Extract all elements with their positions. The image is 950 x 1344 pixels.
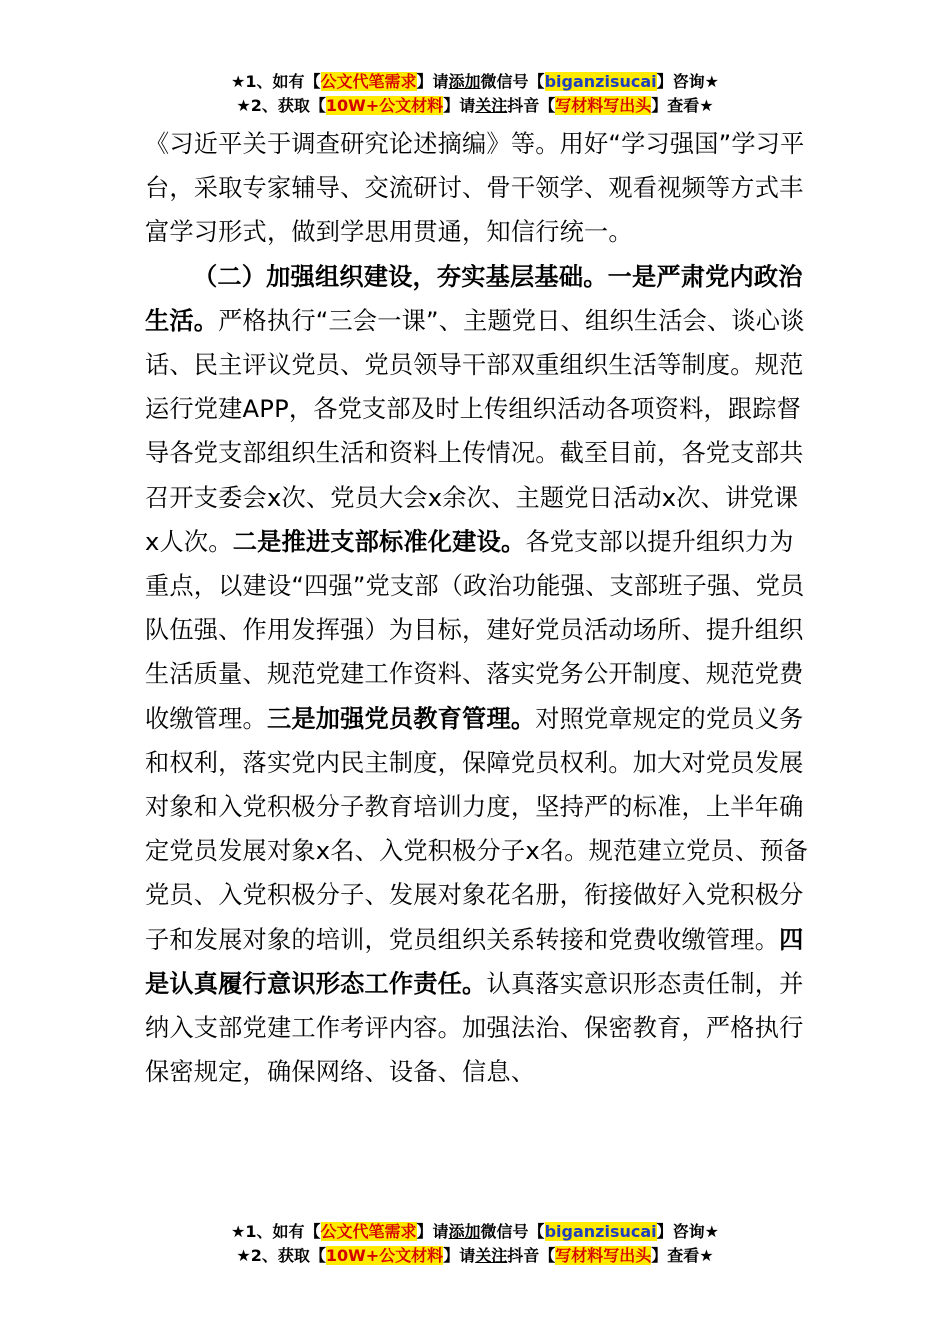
point-text-2: 各党支部以提升组织力为重点，以建设“四强”党支部（政治功能强、支部班子强、党员队伍强、作用发挥强）为目标，建好党员活动场所、提升组织生活质量、规范党建工作资料、落实党务公开制度、规范党费收缴管理。 (145, 527, 805, 733)
banner-text: 】请 (416, 72, 449, 91)
banner-text: 】查看★ (651, 1246, 714, 1265)
section-heading: （二）加强组织建设，夯实基层基础。 (193, 262, 608, 291)
banner-text: ★2、获取【 (236, 1246, 326, 1265)
footer-banner (0, 1220, 950, 1268)
banner-text: ★1、如有【 (231, 72, 321, 91)
banner-text: 】咨询★ (656, 1222, 719, 1241)
banner-highlight: 10W+公文材料 (325, 96, 444, 115)
document-body (145, 122, 810, 1094)
banner-underline: 添加 (448, 72, 481, 91)
banner-line-1 (0, 70, 950, 94)
banner-highlight: 公文代笔需求 (320, 72, 417, 91)
banner-text: 抖音【 (507, 1246, 556, 1265)
banner-text: 】咨询★ (656, 72, 719, 91)
banner-text: ★2、获取【 (236, 96, 326, 115)
banner-text: 】请 (443, 1246, 476, 1265)
banner-text: 】请 (416, 1222, 449, 1241)
banner-wechat-id: biganzisucai (544, 72, 657, 91)
point-heading-2: 二是推进支部标准化建设。 (232, 527, 526, 556)
banner-text: 】查看★ (651, 96, 714, 115)
banner-underline: 添加 (448, 1222, 481, 1241)
point-heading-4: 四是认真履行意识形态工作责任。 (145, 925, 804, 998)
point-heading-1: 一是严肃党内政治生活。 (145, 262, 803, 335)
banner-highlight: 写材料写出头 (555, 1246, 652, 1265)
banner-underline: 关注 (475, 96, 508, 115)
paragraph-1: 《习近平关于调查研究论述摘编》等。用好“学习强国”学习平台，采取专家辅导、交流研讨、骨干领学、观看视频等方式丰富学习形式，做到学思用贯通，知信行统一。 (145, 130, 805, 247)
point-text-1: 严格执行“三会一课”、主题党日、组织生活会、谈心谈话、民主评议党员、党员领导干部双重组织生活等制度。规范运行党建APP，各党支部及时上传组织活动各项资料，跟踪督导各党支部组织生活和资料上传情况。截至目前，各党支部共召开支委会x次、党员大会x余次、主题党日活动x次、讲党课x人次。 (145, 306, 805, 556)
banner-highlight: 公文代笔需求 (320, 1222, 417, 1241)
point-heading-3: 三是加强党员教育管理。 (266, 704, 536, 733)
paragraph-2 (145, 255, 810, 1095)
point-text-3: 对照党章规定的党员义务和权利，落实党内民主制度，保障党员权利。加大对党员发展对象和入党积极分子教育培训力度，坚持严的标准，上半年确定党员发展对象x名、入党积极分子x名。规范建立党员、预备党员、入党积极分子、发展对象花名册，衔接做好入党积极分子和发展对象的培训，党员组织关系转接和党费收缴管理。 (145, 704, 809, 954)
banner-line-1 (0, 1220, 950, 1244)
banner-highlight: 10W+公文材料 (325, 1246, 444, 1265)
banner-text: 】请 (443, 96, 476, 115)
header-banner (0, 70, 950, 118)
banner-text: ★1、如有【 (231, 1222, 321, 1241)
banner-text: 抖音【 (507, 96, 556, 115)
banner-text: 微信号【 (480, 72, 545, 91)
banner-underline: 关注 (475, 1246, 508, 1265)
banner-line-2 (0, 1244, 950, 1268)
banner-line-2 (0, 94, 950, 118)
banner-highlight: 写材料写出头 (555, 96, 652, 115)
banner-text: 微信号【 (480, 1222, 545, 1241)
banner-wechat-id: biganzisucai (544, 1222, 657, 1241)
point-text-4: 认真落实意识形态责任制，并纳入支部党建工作考评内容。加强法治、保密教育，严格执行保密规定，确保网络、设备、信息、 (145, 969, 804, 1087)
